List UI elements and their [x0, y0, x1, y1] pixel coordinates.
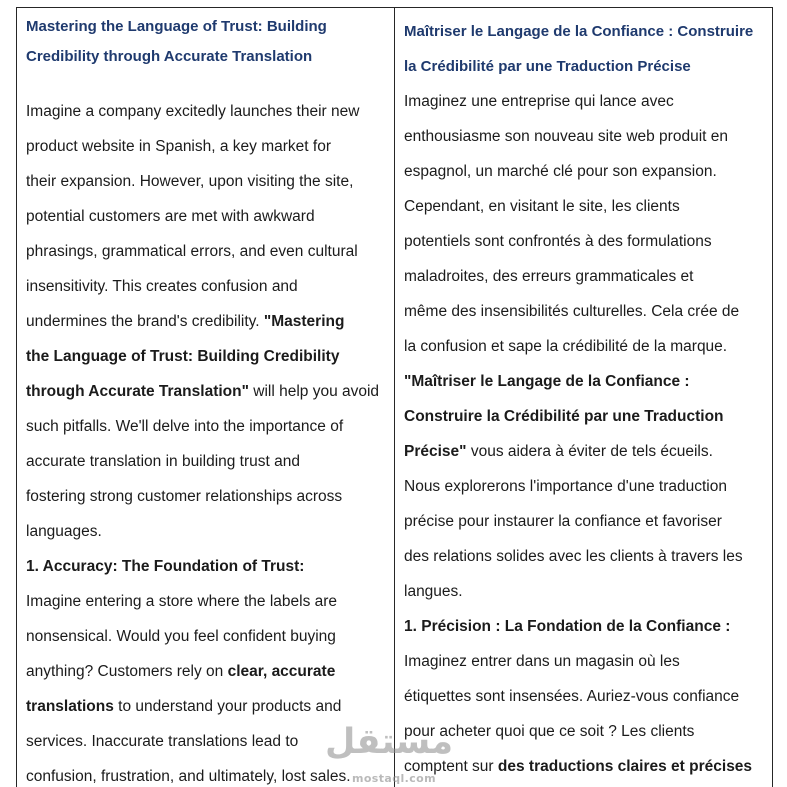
french-body	[404, 84, 763, 784]
text-line	[26, 654, 385, 689]
text-line	[26, 339, 385, 374]
text-segment: anything? Customers rely on	[26, 663, 228, 680]
text-segment: product website in Spanish, a key market for	[26, 138, 331, 155]
text-line	[404, 259, 763, 294]
text-line	[404, 539, 763, 574]
mostaql-logo: مستقل	[324, 722, 453, 762]
title-line: Mastering the Language of Trust: Building	[26, 18, 327, 35]
text-segment: will help you avoid	[248, 383, 380, 400]
text-line	[26, 374, 385, 409]
french-column	[395, 7, 773, 787]
bold-text: the Language of Trust: Building Credibility	[26, 348, 340, 365]
text-segment: phrasings, grammatical errors, and even cultural	[26, 243, 358, 260]
text-segment: undermines the brand's credibility.	[26, 313, 264, 330]
text-segment: la confusion et sape la crédibilité de la marque.	[404, 338, 728, 355]
text-segment: pour acheter quoi que ce soit ? Les clients	[404, 723, 695, 740]
text-segment: languages.	[26, 523, 102, 540]
english-title	[26, 12, 385, 72]
text-line	[26, 584, 385, 619]
text-line	[26, 444, 385, 479]
text-segment: espagnol, un marché clé pour son expansion.	[404, 163, 717, 180]
text-line	[404, 119, 763, 154]
text-line	[404, 469, 763, 504]
text-segment: enthousiasme son nouveau site web produit en	[404, 128, 728, 145]
text-segment: maladroites, des erreurs grammaticales et	[404, 268, 694, 285]
bold-text: Construire la Crédibilité par une Traduction	[404, 408, 724, 425]
text-segment: services. Inaccurate translations lead to	[26, 733, 299, 750]
text-line	[404, 504, 763, 539]
bold-text: through Accurate Translation"	[26, 383, 249, 400]
text-segment: comptent sur	[404, 758, 498, 775]
text-line	[404, 224, 763, 259]
text-line	[26, 689, 385, 724]
text-line	[404, 574, 763, 609]
french-title	[404, 14, 763, 84]
mostaql-site-label: mostaql.com	[351, 772, 436, 785]
text-line	[26, 409, 385, 444]
text-segment: étiquettes sont insensées. Auriez-vous confiance	[404, 688, 740, 705]
text-segment: langues.	[404, 583, 463, 600]
bold-text: 1. Accuracy: The Foundation of Trust:	[26, 558, 305, 575]
title-line: la Crédibilité par une Traduction Précise	[404, 58, 691, 75]
text-segment: précise pour instaurer la confiance et favoriser	[404, 513, 722, 530]
text-segment: accurate translation in building trust and	[26, 453, 300, 470]
text-line	[26, 129, 385, 164]
text-line	[404, 434, 763, 469]
text-line	[26, 164, 385, 199]
text-segment: fostering strong customer relationships across	[26, 488, 343, 505]
text-line	[404, 749, 763, 784]
text-line	[26, 514, 385, 549]
text-segment: Nous explorerons l'importance d'une traduction	[404, 478, 727, 495]
text-segment: confusion, frustration, and ultimately, lost sales.	[26, 768, 351, 785]
title-line: Credibility through Accurate Translation	[26, 48, 313, 65]
text-segment: vous aidera à éviter de tels écueils.	[466, 443, 713, 460]
text-segment: Imaginez une entreprise qui lance avec	[404, 93, 674, 110]
text-segment: même des insensibilités culturelles. Cela crée de	[404, 303, 740, 320]
text-segment: their expansion. However, upon visiting the site,	[26, 173, 354, 190]
text-line	[404, 329, 763, 364]
text-segment: Imagine a company excitedly launches their new	[26, 103, 360, 120]
bold-text: clear, accurate	[227, 663, 336, 680]
section-heading	[26, 549, 385, 584]
bold-text: des traductions claires et précises	[497, 758, 753, 775]
text-line	[26, 619, 385, 654]
text-line	[404, 84, 763, 119]
text-line	[404, 644, 763, 679]
text-line	[26, 479, 385, 514]
text-line	[404, 714, 763, 749]
text-line	[26, 234, 385, 269]
text-line	[404, 154, 763, 189]
text-line	[404, 189, 763, 224]
text-segment: potential customers are met with awkward	[26, 208, 315, 225]
text-line	[26, 94, 385, 129]
english-column	[16, 7, 395, 787]
text-segment: des relations solides avec les clients à travers les	[404, 548, 743, 565]
text-segment: Imaginez entrer dans un magasin où les	[404, 653, 680, 670]
text-segment: such pitfalls. We'll delve into the importance of	[26, 418, 344, 435]
text-line	[404, 364, 763, 399]
text-line	[404, 294, 763, 329]
text-segment: Cependant, en visitant le site, les clients	[404, 198, 680, 215]
bold-text: translations	[26, 698, 114, 715]
text-segment: potentiels sont confrontés à des formulations	[404, 233, 712, 250]
text-segment: nonsensical. Would you feel confident buying	[26, 628, 336, 645]
bold-text: "Mastering	[263, 313, 345, 330]
section-heading	[404, 609, 763, 644]
text-line	[404, 679, 763, 714]
text-line	[26, 269, 385, 304]
text-line	[26, 199, 385, 234]
text-line	[404, 399, 763, 434]
text-line	[26, 304, 385, 339]
bold-text: Précise"	[404, 443, 467, 460]
title-line: Maîtriser le Langage de la Confiance : Construire	[404, 23, 754, 40]
text-segment: Imagine entering a store where the labels are	[26, 593, 338, 610]
text-segment: insensitivity. This creates confusion and	[26, 278, 298, 295]
english-body	[26, 94, 385, 787]
bold-text: "Maîtriser le Langage de la Confiance :	[404, 373, 690, 390]
text-segment: to understand your products and	[113, 698, 342, 715]
bold-text: 1. Précision : La Fondation de la Confiance :	[404, 618, 731, 635]
